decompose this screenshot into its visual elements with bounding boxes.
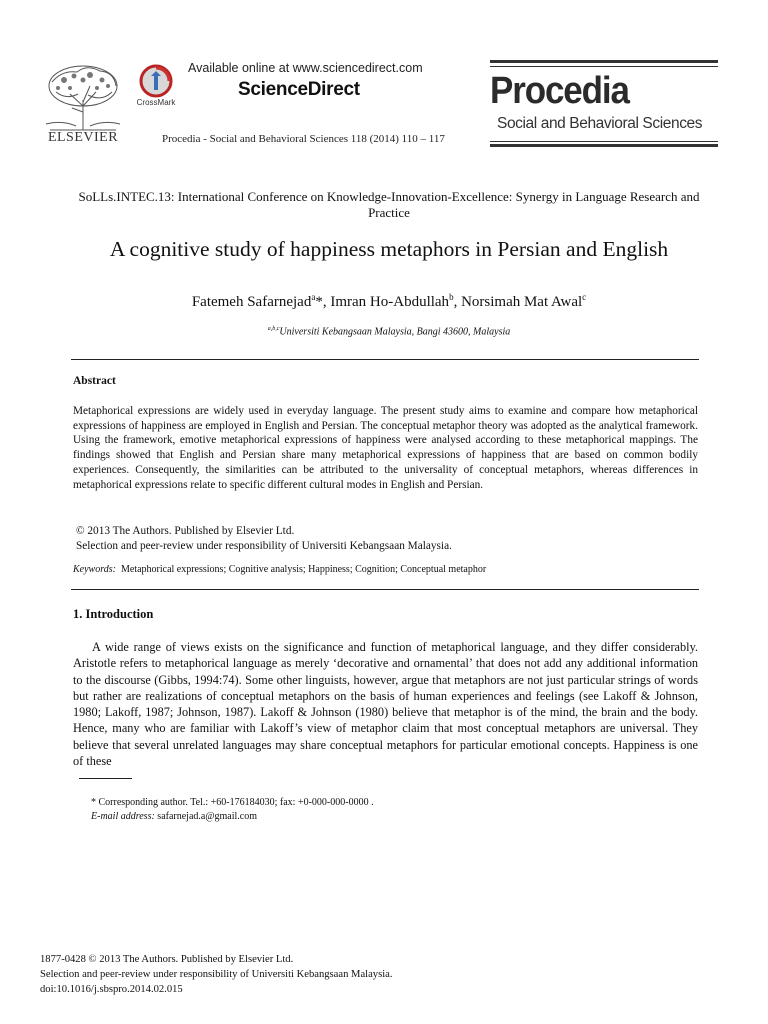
abstract-heading: Abstract <box>73 375 116 387</box>
corresponding-author-note: * Corresponding author. Tel.: +60-176184030; fax: +0-000-000-0000 . <box>91 797 374 808</box>
divider-top <box>71 359 699 360</box>
author-separator: , <box>453 294 462 310</box>
author-name: Fatemeh Safarnejad <box>191 294 312 310</box>
footer-issn-line: 1877-0428 © 2013 The Authors. Published by Elsevier Ltd. <box>40 954 294 965</box>
author-name: Imran Ho-Abdullah <box>330 294 450 310</box>
affiliation-marks: a,b,c <box>267 326 280 332</box>
divider-bottom <box>71 589 699 590</box>
introduction-text: A wide range of views exists on the significance and function of metaphorical language, and they differ considerably. Aristotle refers to metaphorical language as merely ‘decorative and ornamental’ that does not add any additional information to the discourse (Gibbs, 1994:74). Some other linguists, however, argue that metaphors are not just particular strings of words but rather are realizations of conceptual metaphors on the basis of human experiences and feelings (see Lakoff & Johnson, 1980; Lakoff, 1987; Johnson, 1987). Lakoff & Johnson (1980) believe that metaphor is of the mind, the brain and the body. Hence, many who are familiar with Lakoff’s view of metaphor claim that most conceptual metaphors are universal. They believe that several unrelated languages may share conceptual metaphors for particular emotional concepts. Happiness is one of these <box>73 640 698 769</box>
sciencedirect-logo: ScienceDirect <box>238 79 360 100</box>
crossmark-label[interactable]: CrossMark <box>136 98 176 107</box>
footer-doi-link[interactable]: doi:10.1016/j.sbspro.2014.02.015 <box>40 984 183 995</box>
footer-peer-review-line: Selection and peer-review under responsibility of Universiti Kebangsaan Malaysia. <box>40 969 393 980</box>
peer-review-line: Selection and peer-review under responsibility of Universiti Kebangsaan Malaysia. <box>76 540 452 552</box>
author-affiliation-mark: b <box>449 292 454 302</box>
copyright-line: © 2013 The Authors. Published by Elsevier Ltd. <box>76 525 295 537</box>
author-affiliation-mark: c <box>582 292 587 302</box>
conference-name: SoLLs.INTEC.13: International Conference on Knowledge-Innovation-Excellence: Synergy in Language Research and Practice <box>78 189 700 220</box>
available-online-text: Available online at www.sciencedirect.com <box>188 61 423 75</box>
keywords <box>73 564 486 575</box>
email-address[interactable]: safarnejad.a@gmail.com <box>157 811 258 822</box>
affiliation-text: Universiti Kebangsaan Malaysia, Bangi 43600, Malaysia <box>279 326 511 338</box>
author-affiliation-mark: a <box>311 292 316 302</box>
footnote-rule <box>79 778 132 779</box>
keywords-label: Keywords: <box>73 564 116 575</box>
abstract-text: Metaphorical expressions are widely used in everyday language. The present study aims to examine and compare how metaphorical expressions of happiness are employed in English and Persian. The conceptual metaphor theory was adopted as the analytical framework. Using the framework, emotive metaphorical expressions of happiness were analysed according to these metaphorical mappings. The findings showed that English and Persian share many metaphorical expressions of happiness that are based on common bodily experiences. Consequently, the similarities can be attributed to the universality of conceptual metaphors, whereas differences in metaphorical expressions relate to specific different cultural modes in English and Persian. <box>73 405 698 491</box>
procedia-title: Procedia <box>490 70 629 112</box>
paper-title: A cognitive study of happiness metaphors in Persian and English <box>109 237 669 261</box>
journal-reference: Procedia - Social and Behavioral Sciences 118 (2014) 110 – 117 <box>162 133 445 145</box>
author-separator: *, <box>315 294 331 310</box>
publisher-logo-text: ELSEVIER <box>47 130 119 145</box>
author-list <box>60 292 718 311</box>
section-heading: 1. Introduction <box>73 607 154 621</box>
affiliation <box>60 326 718 337</box>
author-name: Norsimah Mat Awal <box>461 294 583 310</box>
email-label: E-mail address: <box>91 811 155 822</box>
email-note <box>91 811 257 822</box>
keywords-text: Metaphorical expressions; Cognitive analysis; Happiness; Cognition; Conceptual metaphor <box>120 564 487 575</box>
procedia-subtitle: Social and Behavioral Sciences <box>497 115 703 132</box>
